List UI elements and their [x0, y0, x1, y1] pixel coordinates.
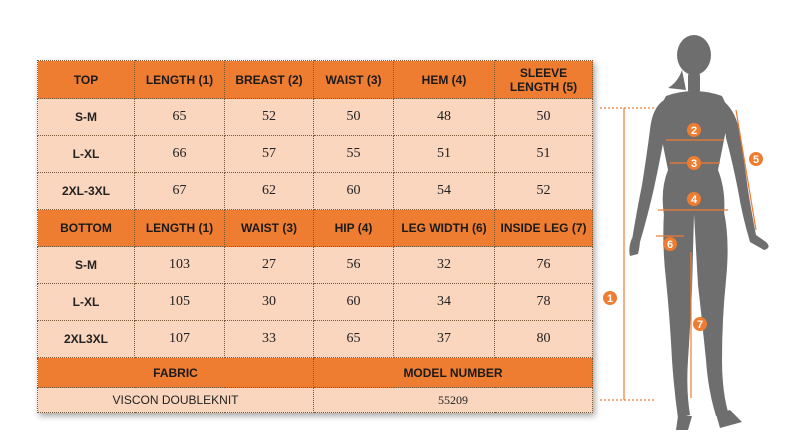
- marker-4-label: 4: [690, 194, 698, 206]
- measure-cell: 55: [314, 136, 394, 173]
- measure-cell: 65: [314, 321, 394, 358]
- measure-cell: 76: [495, 247, 593, 284]
- measure-cell: 78: [495, 284, 593, 321]
- size-label: S-M: [38, 247, 135, 284]
- measure-cell: 52: [495, 173, 593, 210]
- size-label: L-XL: [38, 284, 135, 321]
- measure-cell: 51: [495, 136, 593, 173]
- measure-cell: 67: [135, 173, 225, 210]
- marker-5-label: 5: [752, 154, 760, 166]
- bottom-row: [38, 321, 593, 358]
- measure-cell: 107: [135, 321, 225, 358]
- size-label: 2XL3XL: [38, 321, 135, 358]
- fabric-value: VISCON DOUBLEKNIT: [38, 388, 314, 413]
- measure-cell: 50: [495, 99, 593, 136]
- measure-cell: 33: [225, 321, 314, 358]
- measure-cell: 56: [314, 247, 394, 284]
- top-header-cell: LENGTH (1): [135, 61, 225, 99]
- bottom-row: [38, 284, 593, 321]
- size-chart-table: [37, 60, 593, 413]
- silhouette-shape: [629, 35, 768, 430]
- model-number-value: 55209: [314, 388, 593, 413]
- marker-7-label: 7: [696, 319, 704, 331]
- measure-cell: 105: [135, 284, 225, 321]
- footer-header-row: [38, 358, 593, 388]
- body-silhouette: [596, 30, 800, 446]
- bottom-header-row: [38, 210, 593, 247]
- top-header-cell: TOP: [38, 61, 135, 99]
- bottom-header-cell: WAIST (3): [225, 210, 314, 247]
- bottom-header-cell: HIP (4): [314, 210, 394, 247]
- measure-cell: 54: [394, 173, 495, 210]
- fabric-label: FABRIC: [38, 358, 314, 388]
- top-header-cell: WAIST (3): [314, 61, 394, 99]
- measure-cell: 50: [314, 99, 394, 136]
- measure-cell: 80: [495, 321, 593, 358]
- top-row: [38, 173, 593, 210]
- measure-cell: 51: [394, 136, 495, 173]
- bottom-header-cell: BOTTOM: [38, 210, 135, 247]
- size-label: 2XL-3XL: [38, 173, 135, 210]
- top-header-cell: SLEEVE LENGTH (5): [495, 61, 593, 99]
- marker-1-label: 1: [606, 293, 614, 305]
- marker-6-label: 6: [666, 239, 674, 251]
- measure-cell: 65: [135, 99, 225, 136]
- top-header-cell: BREAST (2): [225, 61, 314, 99]
- measure-cell: 34: [394, 284, 495, 321]
- top-row: [38, 99, 593, 136]
- measure-cell: 27: [225, 247, 314, 284]
- top-header-row: [38, 61, 593, 99]
- top-header-cell: HEM (4): [394, 61, 495, 99]
- measure-cell: 66: [135, 136, 225, 173]
- model-number-label: MODEL NUMBER: [314, 358, 593, 388]
- top-row: [38, 136, 593, 173]
- measure-cell: 52: [225, 99, 314, 136]
- measure-cell: 60: [314, 173, 394, 210]
- measure-cell: 48: [394, 99, 495, 136]
- measure-cell: 62: [225, 173, 314, 210]
- measurement-figure: [596, 30, 800, 446]
- measure-cell: 32: [394, 247, 495, 284]
- marker-3-label: 3: [690, 158, 698, 170]
- measure-cell: 57: [225, 136, 314, 173]
- bottom-header-cell: INSIDE LEG (7): [495, 210, 593, 247]
- measure-cell: 30: [225, 284, 314, 321]
- measure-cell: 103: [135, 247, 225, 284]
- size-label: L-XL: [38, 136, 135, 173]
- marker-2-label: 2: [690, 125, 698, 137]
- size-label: S-M: [38, 99, 135, 136]
- measure-cell: 60: [314, 284, 394, 321]
- bottom-row: [38, 247, 593, 284]
- footer-value-row: [38, 388, 593, 413]
- bottom-header-cell: LENGTH (1): [135, 210, 225, 247]
- bottom-header-cell: LEG WIDTH (6): [394, 210, 495, 247]
- measure-cell: 37: [394, 321, 495, 358]
